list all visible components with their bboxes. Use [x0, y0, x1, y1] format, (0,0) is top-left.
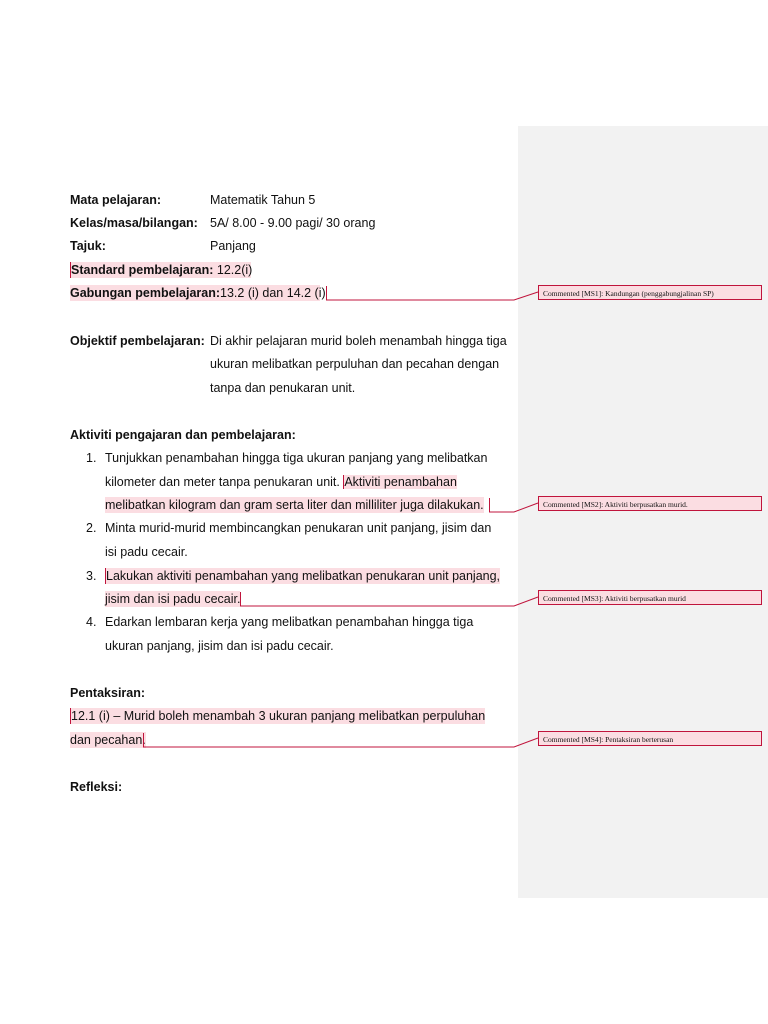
- standard-line[interactable]: [70, 262, 251, 278]
- activity-1-number: 1.: [86, 451, 97, 465]
- connector-4: [143, 738, 538, 747]
- activity-2-number: 2.: [86, 521, 97, 535]
- activity-1-line-1: Tunjukkan penambahan hingga tiga ukuran panjang yang melibatkan: [105, 451, 488, 465]
- topic-label: Tajuk:: [70, 239, 106, 253]
- activity-1-line-2: [105, 474, 457, 490]
- combined-line[interactable]: [70, 285, 326, 301]
- standard-label: Standard pembelajaran:: [71, 263, 214, 277]
- subject-value: Matematik Tahun 5: [210, 193, 316, 207]
- activity-4-line-1: Edarkan lembaran kerja yang melibatkan penambahan hingga tiga: [105, 615, 474, 629]
- topic-value: Panjang: [210, 239, 256, 253]
- comment-balloon-ms2[interactable]: Commented [MS2]: Aktiviti berpusatkan murid.: [538, 496, 762, 511]
- objective-line-1: Di akhir pelajaran murid boleh menambah hingga tiga: [210, 334, 507, 348]
- activity-1-highlight-start[interactable]: Aktiviti penambahan: [344, 475, 457, 489]
- subject-label: Mata pelajaran:: [70, 193, 162, 207]
- standard-value: 12.2(i): [213, 263, 253, 277]
- comment-anchor-2: [489, 498, 490, 512]
- comment-margin-pane: [518, 126, 768, 898]
- class-value: 5A/ 8.00 - 9.00 pagi/ 30 orang: [210, 216, 376, 230]
- activity-3-number: 3.: [86, 569, 97, 583]
- activity-4-line-2: ukuran panjang, jisim dan isi padu cecair.: [105, 639, 334, 653]
- objective-label: Objektif pembelajaran:: [70, 334, 205, 348]
- assessment-line-2[interactable]: dan pecahan.: [70, 733, 146, 747]
- reflection-heading: Refleksi:: [70, 780, 123, 794]
- comment-anchor-4: [143, 733, 144, 747]
- comment-anchor-1: [326, 286, 327, 300]
- assessment-line-1[interactable]: 12.1 (i) – Murid boleh menambah 3 ukuran panjang melibatkan perpuluhan: [71, 709, 486, 723]
- activity-2-line-1: Minta murid-murid membincangkan penukaran unit panjang, jisim dan: [105, 521, 492, 535]
- comment-balloon-ms4[interactable]: Commented [MS4]: Pentaksiran berterusan: [538, 731, 762, 746]
- activity-4-number: 4.: [86, 615, 97, 629]
- activity-1-line-2a: kilometer dan meter tanpa penukaran unit.: [105, 475, 344, 489]
- activity-1-highlight-end[interactable]: melibatkan kilogram dan gram serta liter dan milliliter juga dilakukan.: [105, 498, 484, 512]
- connector-1: [326, 292, 538, 300]
- activity-3-line-1[interactable]: Lakukan aktiviti penambahan yang melibatkan penukaran unit panjang,: [106, 569, 501, 583]
- activities-heading: Aktiviti pengajaran dan pembelajaran:: [70, 428, 296, 442]
- objective-line-3: tanpa dan penukaran unit.: [210, 381, 356, 395]
- comment-balloon-ms3[interactable]: Commented [MS3]: Aktiviti berpusatkan murid: [538, 590, 762, 605]
- combined-label: Gabungan pembelajaran:: [70, 286, 221, 300]
- combined-value: 13.2 (i) dan 14.2 (i): [220, 286, 326, 300]
- comment-anchor-3: [240, 592, 241, 606]
- comment-balloon-ms1[interactable]: Commented [MS1]: Kandungan (penggabungjalinan SP): [538, 285, 762, 300]
- class-label: Kelas/masa/bilangan:: [70, 216, 198, 230]
- assessment-heading: Pentaksiran:: [70, 686, 146, 700]
- objective-line-2: ukuran melibatkan perpuluhan dan pecahan dengan: [210, 357, 500, 371]
- connector-3: [240, 597, 538, 606]
- activity-3-line-2[interactable]: jisim dan isi padu cecair.: [105, 592, 241, 606]
- activity-2-line-2: isi padu cecair.: [105, 545, 188, 559]
